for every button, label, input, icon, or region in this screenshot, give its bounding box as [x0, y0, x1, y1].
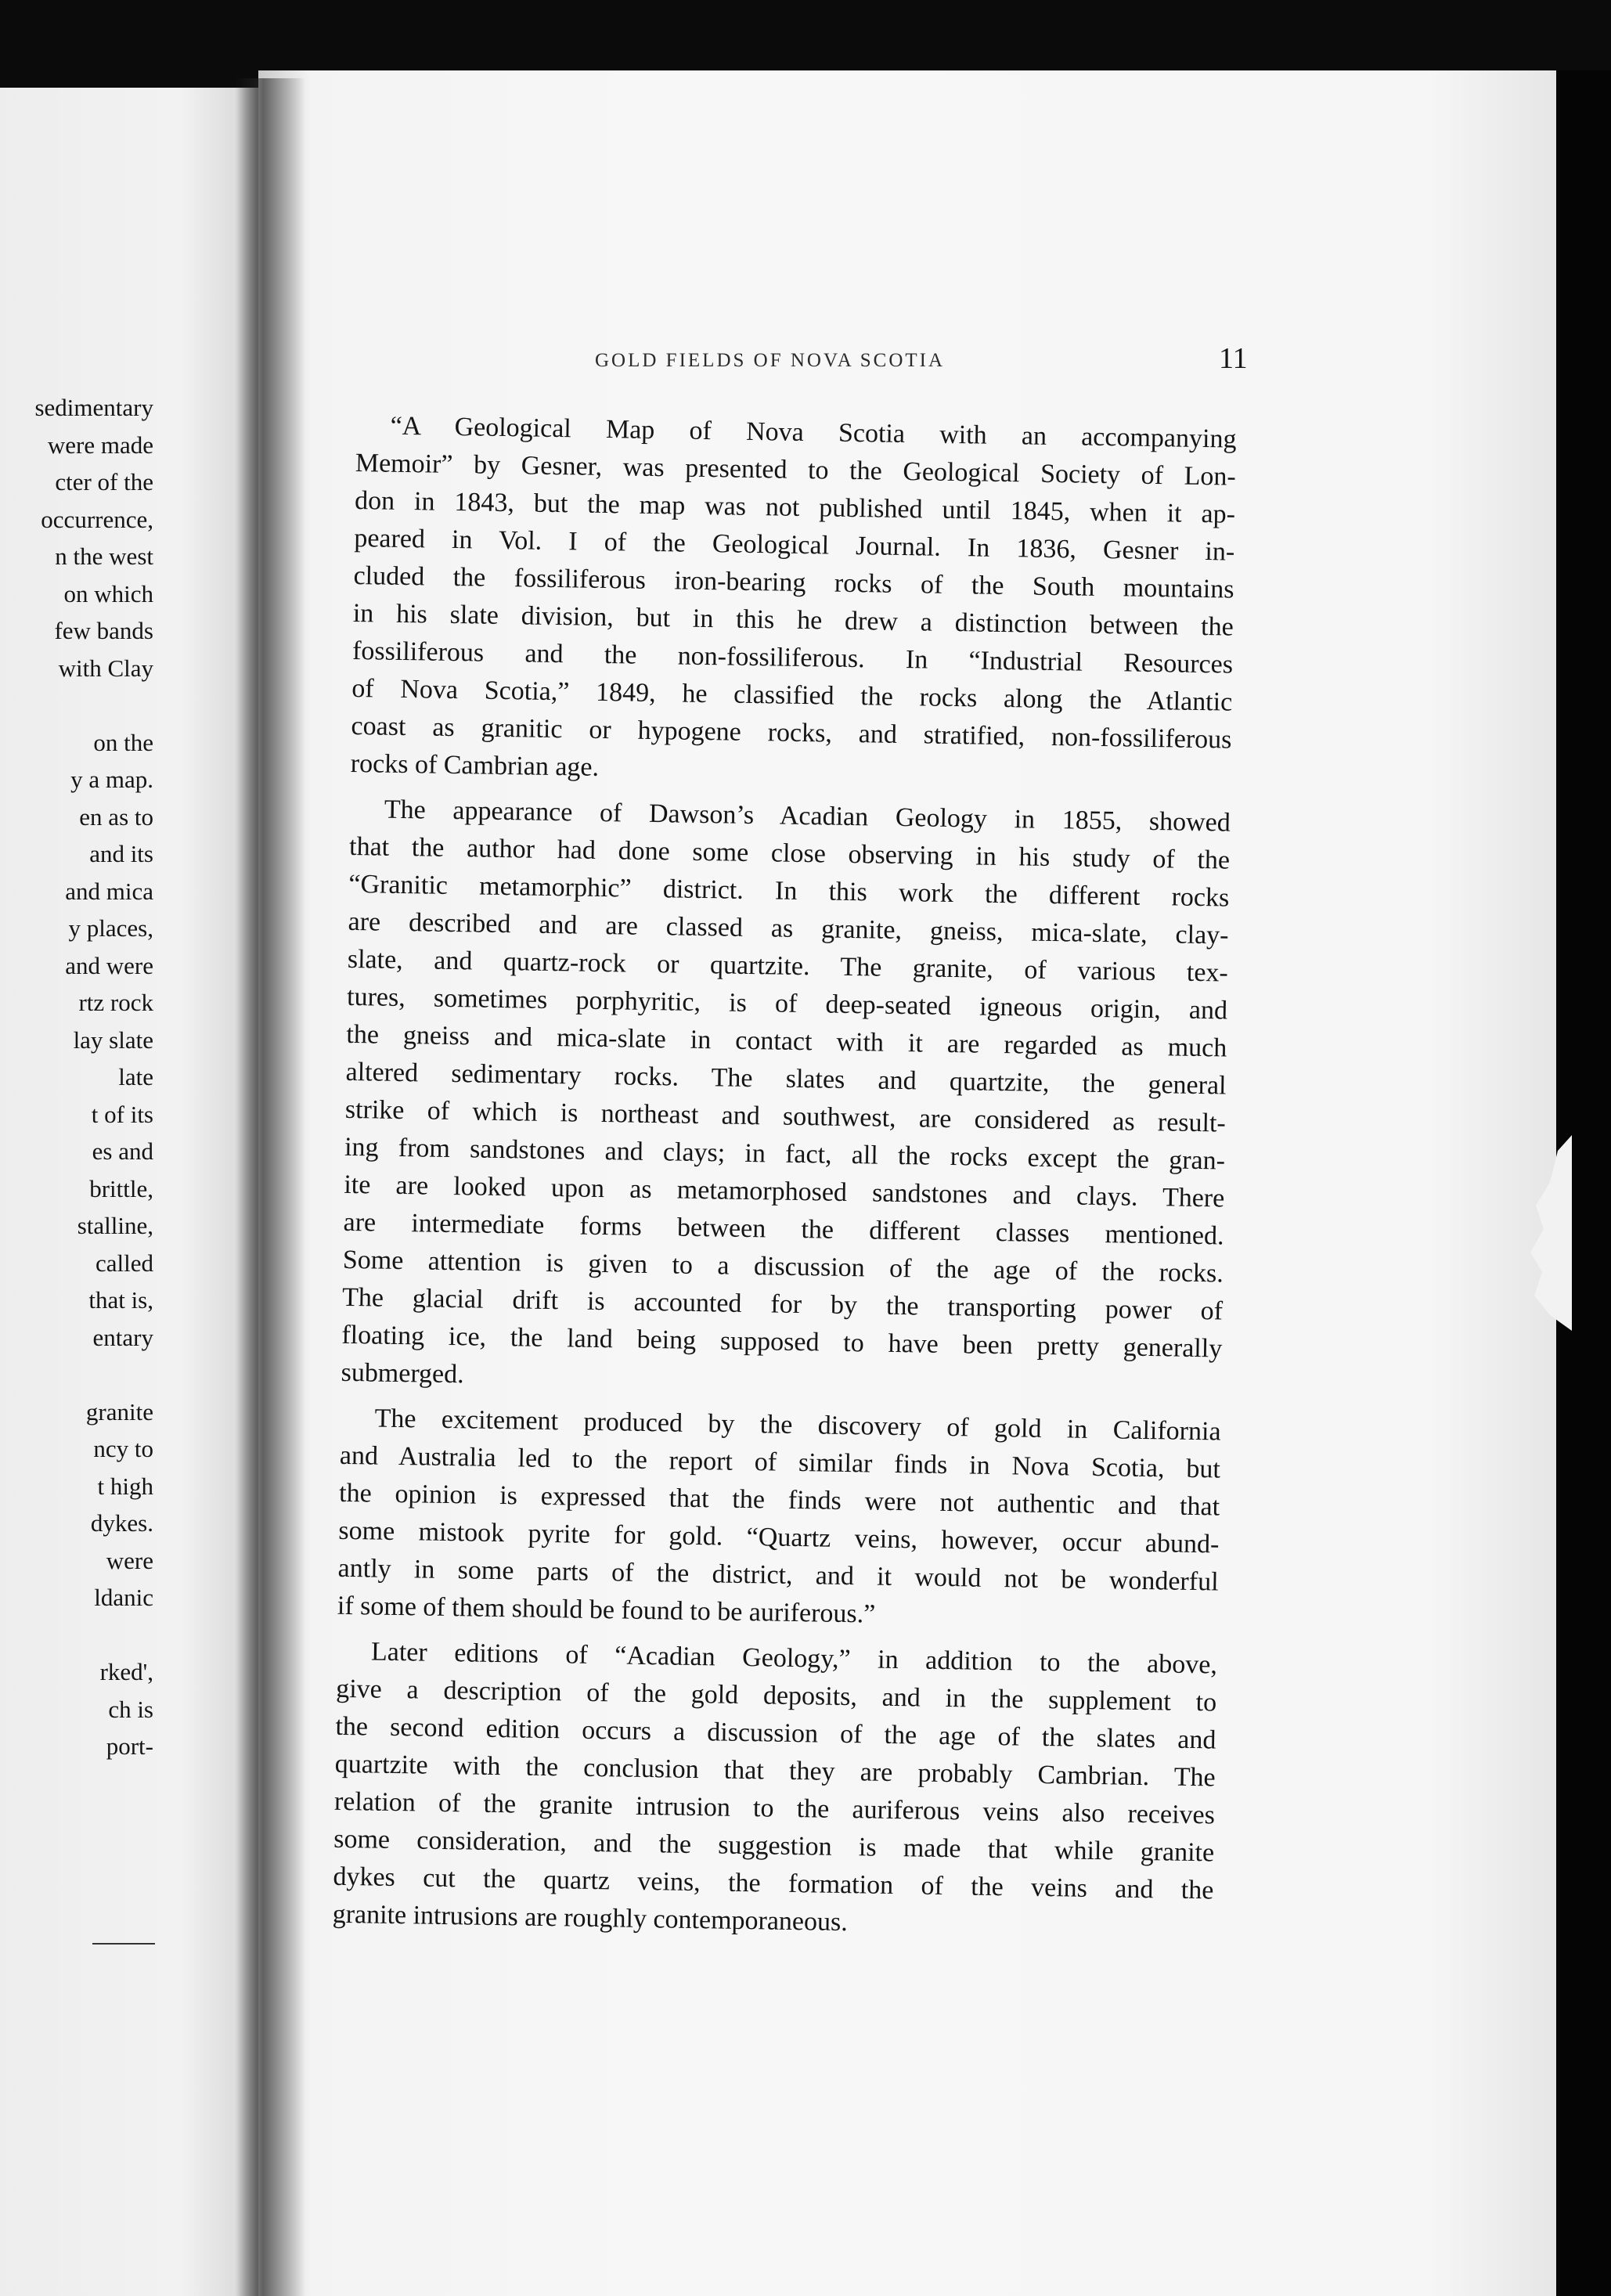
previous-page-line: brittle,: [89, 1174, 153, 1202]
previous-page-line: stalline,: [77, 1212, 153, 1239]
text-line: give a description of the gold deposits, and in the supplement to: [335, 1674, 1217, 1717]
previous-page-line: y places,: [68, 914, 153, 942]
paper-tear-mark: [1526, 1135, 1572, 1331]
text-line: antly in some parts of the district, and it would not be wonderful: [337, 1553, 1219, 1597]
text-line: in his slate division, but in this he drew a distinction between the: [352, 598, 1234, 642]
text-line: some consideration, and the suggestion is made that while granite: [333, 1824, 1215, 1868]
previous-page-line: and its: [89, 840, 153, 867]
previous-page-line: [0, 1617, 153, 1654]
text-line: the opinion is expressed that the finds were not authentic and that: [338, 1478, 1220, 1522]
previous-page-line: en as to: [79, 802, 153, 831]
text-line: if some of them should be found to be auriferous.”: [337, 1591, 876, 1629]
previous-page-line: were made: [47, 431, 153, 459]
text-line: quartzite with the conclusion that they are probably Cambrian. The: [334, 1749, 1216, 1793]
text-line: dykes cut the quartz veins, the formation of the veins and the: [333, 1862, 1214, 1905]
text-line: Later editions of “Acadian Geology,” in addition to the above,: [370, 1637, 1218, 1680]
text-line: coast as granitic or hypogene rocks, and stratified, non-fossiliferous: [351, 711, 1232, 755]
previous-page-line: late: [118, 1063, 153, 1090]
previous-page-line: occurrence,: [41, 505, 153, 533]
previous-page-line: sedimentary: [34, 394, 153, 421]
text-line: don in 1843, but the map was not published until 1845, when it ap-: [354, 485, 1236, 529]
text-line: fossiliferous and the non-fossiliferous. In “Industrial Resources: [351, 636, 1234, 679]
previous-page-line: ch is: [108, 1695, 153, 1723]
paragraph: [350, 407, 1236, 797]
previous-page-line: were: [106, 1546, 153, 1574]
text-line: rocks of Cambrian age.: [350, 748, 600, 782]
text-line: cluded the fossiliferous iron-bearing rocks of the South mountains: [353, 560, 1234, 604]
previous-page-line: [0, 1356, 153, 1393]
footnote-rule: [92, 1943, 155, 1945]
paragraph: [341, 791, 1231, 1406]
previous-page-fragment: [0, 88, 258, 2296]
text-line: The glacial drift is accounted for by the transporting power of: [341, 1282, 1224, 1326]
previous-page-text: [0, 389, 153, 1765]
previous-page-line: few bands: [54, 617, 153, 644]
text-line: submerged.: [341, 1357, 464, 1389]
text-line: The excitement produced by the discovery of gold in California: [374, 1404, 1221, 1447]
text-line: relation of the granite intrusion to the auriferous veins also receives: [333, 1786, 1216, 1830]
text-line: are intermediate forms between the different classes mentioned.: [343, 1207, 1224, 1251]
previous-page-line: ncy to: [93, 1435, 153, 1462]
binding-gutter-shadow: [235, 78, 305, 2296]
text-line: Memoir” by Gesner, was presented to the Geological Society of Lon-: [355, 448, 1237, 492]
paragraph: [332, 1633, 1217, 1948]
text-line: ing from sandstones and clays; in fact, all the rocks except the gran-: [344, 1132, 1226, 1176]
paragraph: [337, 1400, 1221, 1639]
text-line: of Nova Scotia,” 1849, he classified the rocks along the Atlantic: [351, 673, 1233, 717]
previous-page-line: y a map.: [70, 766, 153, 793]
previous-page-line: rtz rock: [78, 989, 153, 1016]
previous-page-line: ldanic: [94, 1584, 153, 1611]
previous-page-line: [0, 687, 153, 724]
text-line: slate, and quartz-rock or quartzite. The granite, of various tex-: [347, 944, 1229, 988]
page-number: 11: [1219, 342, 1248, 375]
previous-page-line: that is,: [88, 1286, 153, 1314]
text-line: the gneiss and mica-slate in contact with it are regarded as much: [346, 1019, 1227, 1063]
text-line: “Granitic metamorphic” district. In this work the different rocks: [348, 869, 1230, 913]
previous-page-line: t of its: [91, 1100, 153, 1128]
text-line: Some attention is given to a discussion of the age of the rocks.: [342, 1245, 1224, 1289]
text-line: tures, sometimes porphyritic, is of deep-seated igneous origin, and: [346, 982, 1228, 1025]
text-line: “A Geological Map of Nova Scotia with an accompanying: [390, 411, 1237, 454]
previous-page-line: lay slate: [73, 1025, 153, 1054]
previous-page-line: on which: [63, 579, 153, 607]
previous-page-line: cter of the: [55, 468, 153, 496]
text-line: peared in Vol. I of the Geological Journal. In 1836, Gesner in-: [354, 523, 1235, 567]
previous-page-line: rked',: [99, 1658, 153, 1685]
previous-page-line: port-: [106, 1732, 153, 1760]
text-line: and Australia led to the report of similar finds in Nova Scotia, but: [339, 1440, 1221, 1484]
text-line: some mistook pyrite for gold. “Quartz veins, however, occur abund-: [338, 1516, 1220, 1559]
text-line: ite are looked upon as metamorphosed sandstones and clays. There: [344, 1170, 1225, 1213]
previous-page-line: entary: [92, 1323, 153, 1351]
previous-page-line: n the west: [55, 542, 153, 570]
page-body: [332, 407, 1237, 1955]
text-line: altered sedimentary rocks. The slates and quartzite, the general: [345, 1057, 1227, 1101]
previous-page-line: and mica: [65, 877, 153, 905]
previous-page-line: granite: [85, 1397, 153, 1426]
text-line: strike of which is northeast and southwest, are considered as result-: [344, 1094, 1227, 1138]
previous-page-line: called: [95, 1249, 153, 1277]
previous-page-line: t high: [97, 1472, 153, 1500]
text-line: floating ice, the land being supposed to have been pretty generally: [341, 1320, 1223, 1364]
text-line: granite intrusions are roughly contemporaneous.: [332, 1899, 849, 1937]
previous-page-line: with Clay: [58, 654, 153, 682]
running-head: GOLD FIELDS OF NOVA SCOTIA: [595, 350, 946, 371]
text-line: that the author had done some close observing in his study of the: [348, 831, 1231, 875]
previous-page-line: es and: [92, 1137, 153, 1165]
previous-page-line: dykes.: [90, 1509, 153, 1537]
text-line: the second edition occurs a discussion of the age of the slates and: [335, 1711, 1216, 1755]
previous-page-line: and were: [65, 951, 153, 979]
previous-page-line: on the: [93, 728, 153, 756]
text-line: are described and are classed as granite, gneiss, mica-slate, clay-: [348, 907, 1229, 950]
text-line: The appearance of Dawson’s Acadian Geology in 1855, showed: [384, 795, 1231, 838]
